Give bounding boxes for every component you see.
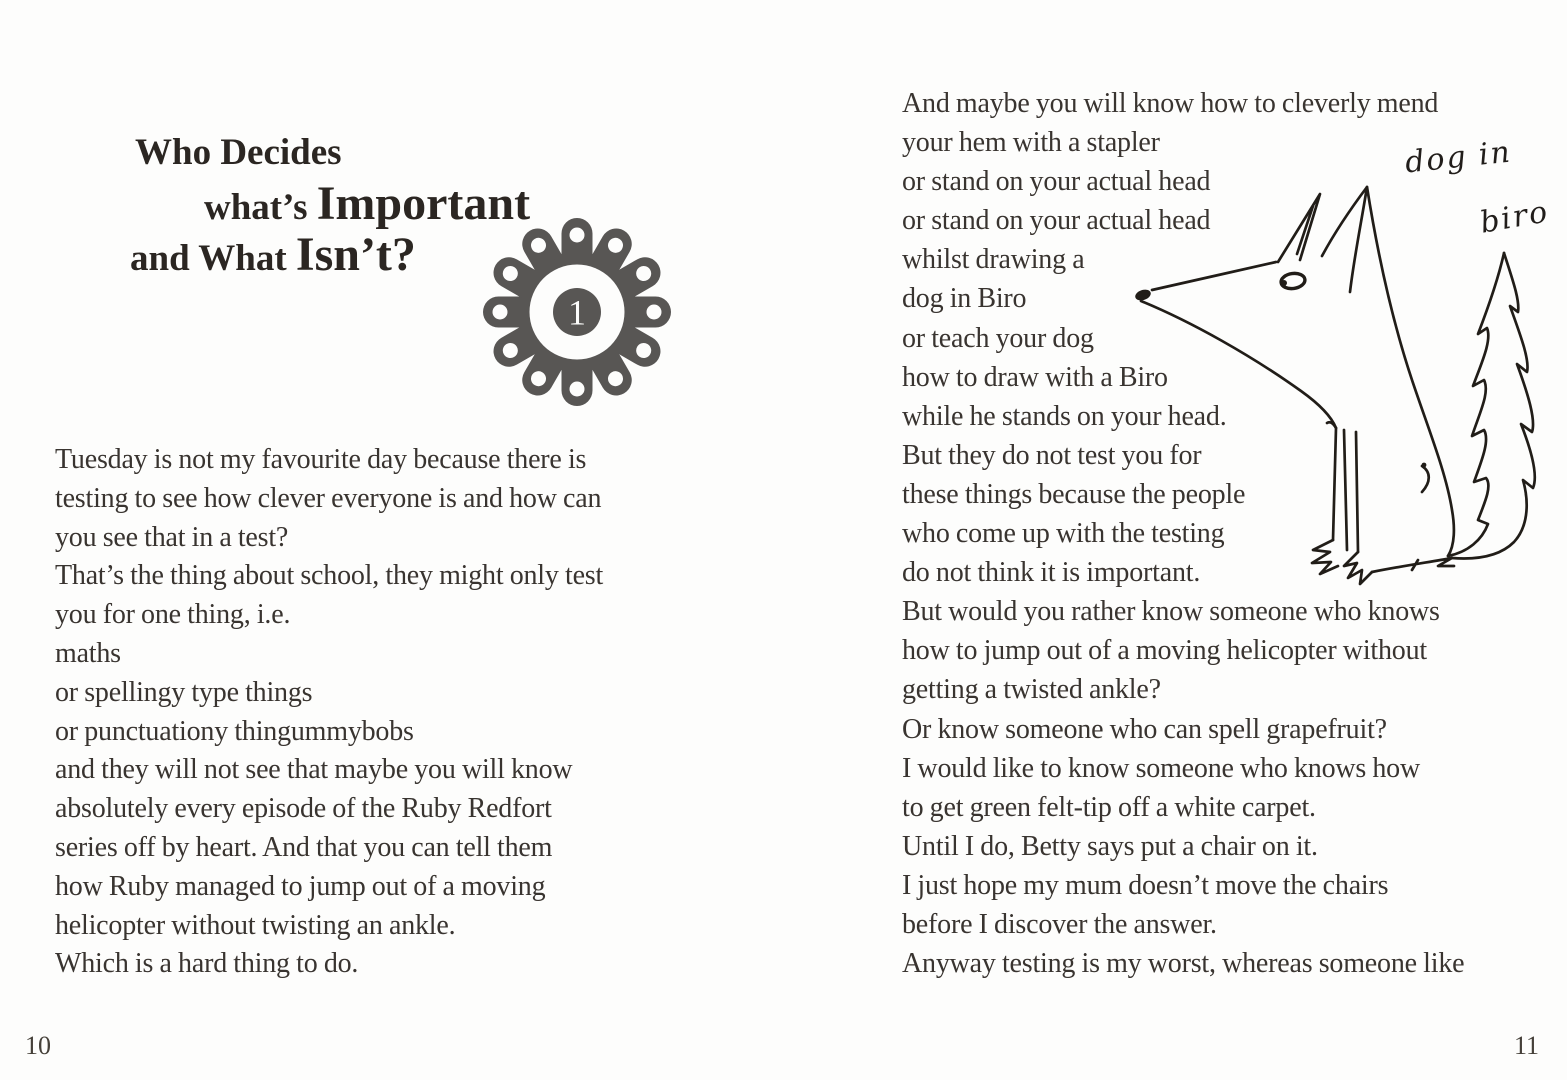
text-line: you for one thing, i.e. — [55, 599, 291, 631]
text-line: series off by heart. And that you can tell them — [55, 831, 553, 863]
text-line: or punctuationy thingummybobs — [55, 715, 414, 747]
dog-paw-left — [1312, 540, 1338, 574]
text-line: to get green felt-tip off a white carpet. — [902, 791, 1316, 823]
text-line: or spellingy type things — [55, 676, 313, 708]
text-line: That’s the thing about school, they might only test — [55, 560, 604, 592]
text-line: your hem with a stapler — [902, 127, 1160, 159]
text-line: how to draw with a Biro — [902, 361, 1168, 393]
text-line: you see that in a test? — [55, 521, 289, 553]
handwritten-note-line-2: biro — [1477, 194, 1552, 241]
text-line: maths — [55, 637, 121, 669]
text-line: Until I do, Betty says put a chair on it. — [902, 830, 1318, 862]
chapter-title-line-3-large: Isn’t? — [295, 228, 416, 281]
text-line: I just hope my mum doesn’t move the chairs — [902, 869, 1389, 901]
chapter-number-badge-icon — [480, 215, 674, 409]
dog-nose — [1134, 288, 1152, 302]
text-line: Or know someone who can spell grapefruit? — [902, 713, 1387, 745]
text-line: getting a twisted ankle? — [902, 674, 1161, 706]
text-line: testing to see how clever everyone is and how can — [55, 482, 602, 514]
text-line: or stand on your actual head — [902, 166, 1211, 198]
dog-chest-line — [1141, 301, 1336, 428]
dog-illustration — [1080, 140, 1567, 610]
page-number-right: 11 — [1514, 1031, 1540, 1060]
dog-tail-outer-edge — [1452, 253, 1535, 558]
text-line: Tuesday is not my favourite day because there is — [55, 444, 587, 475]
text-line: dog in Biro — [902, 283, 1027, 315]
dog-front-legs — [1327, 422, 1358, 552]
badge-petal-hole — [493, 305, 508, 320]
badge-petal-hole — [570, 228, 585, 243]
dog-tail-inner-edge — [1448, 253, 1504, 556]
chapter-title-line-1: Who Decides — [135, 132, 342, 173]
text-line: who come up with the testing — [902, 518, 1225, 550]
text-line: Anyway testing is my worst, whereas someone like — [902, 948, 1465, 980]
dog-curl — [1422, 466, 1429, 492]
chapter-title-line-2-small: what’s — [204, 187, 317, 228]
text-line: how to jump out of a moving helicopter without — [902, 635, 1427, 667]
dog-rear-foot-line — [1372, 558, 1454, 572]
dog-eye-dot — [1281, 280, 1287, 286]
badge-petal-hole — [647, 305, 662, 320]
dog-right-ear — [1322, 187, 1367, 292]
page-number-left: 10 — [25, 1031, 51, 1060]
chapter-number: 1 — [568, 292, 586, 333]
text-line: do not think it is important. — [902, 557, 1201, 589]
chapter-title-line-2-large: Important — [316, 177, 531, 230]
text-line: while he stands on your head. — [902, 400, 1227, 432]
text-line: before I discover the answer. — [902, 908, 1217, 940]
text-line: and they will not see that maybe you will know — [55, 754, 573, 786]
dog-curl-dot — [1422, 463, 1427, 468]
dog-paw-right — [1344, 552, 1372, 584]
badge-petal-hole — [570, 382, 585, 397]
dog-back-line — [1367, 187, 1454, 556]
text-line: or teach your dog — [902, 322, 1094, 354]
text-line: helicopter without twisting an ankle. — [55, 909, 456, 941]
text-line: absolutely every episode of the Ruby Redfort — [55, 793, 552, 825]
chapter-title-line-3-small: and What — [130, 238, 296, 279]
chapter-title-line-3 — [130, 227, 416, 282]
text-line: And maybe you will know how to cleverly mend — [902, 88, 1439, 119]
text-line: But they do not test you for — [902, 439, 1202, 471]
text-line: how Ruby managed to jump out of a moving — [55, 870, 546, 902]
text-line: Which is a hard thing to do. — [55, 948, 359, 980]
text-line: or stand on your actual head — [902, 205, 1211, 237]
text-line: I would like to know someone who knows how — [902, 752, 1421, 784]
text-line: whilst drawing a — [902, 244, 1085, 276]
dog-snout-top-line — [1152, 262, 1276, 290]
left-page-body — [55, 441, 735, 984]
handwritten-note-line-1: dog in — [1403, 134, 1514, 181]
text-line: these things because the people — [902, 478, 1246, 510]
text-line: But would you rather know someone who knows — [902, 596, 1440, 628]
